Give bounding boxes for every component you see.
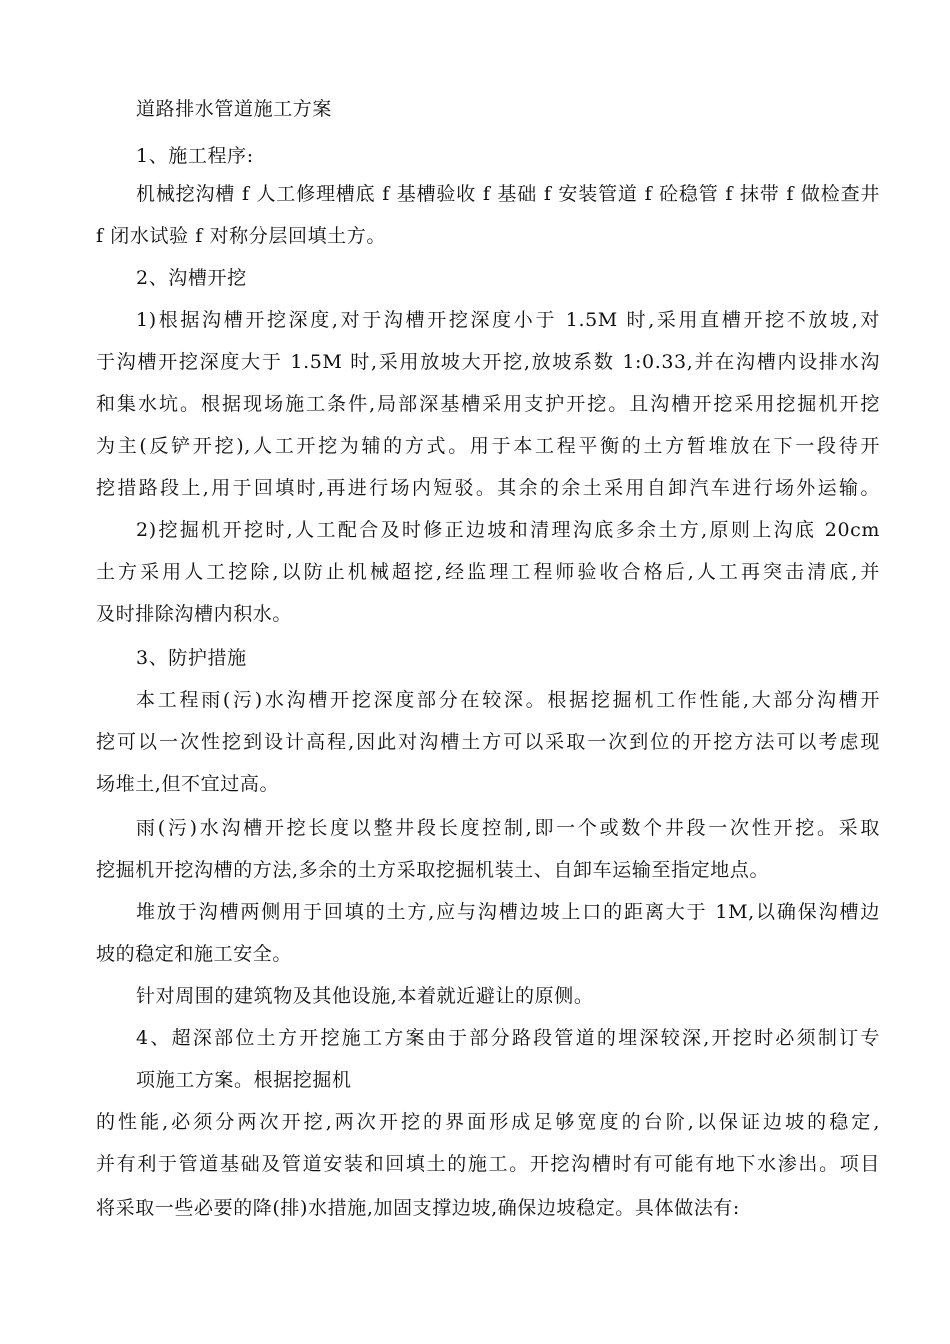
section-3-paragraph-3-line-2: 坡的稳定和施工安全。 — [96, 943, 293, 965]
section-4-line-2: 项施工方案。根据挖掘机 — [136, 1069, 352, 1091]
section-2-paragraph-2-line-1: 2)挖掘机开挖时,人工配合及时修正边坡和清理沟底多余土方,原则上沟底 20cm — [136, 519, 880, 541]
section-2-paragraph-1-line-5: 挖措路段上,用于回填时,再进行场内短驳。其余的余土采用自卸汽车进行场外运输。 — [96, 477, 880, 499]
section-4-line-5: 将采取一些必要的降(排)水措施,加固支撑边坡,确保边坡稳定。具体做法有: — [96, 1197, 740, 1219]
section-2-paragraph-1-line-1: 1)根据沟槽开挖深度,对于沟槽开挖深度小于 1.5M 时,采用直槽开挖不放坡,对 — [136, 309, 880, 331]
document-title: 道路排水管道施工方案 — [136, 98, 333, 120]
section-3-paragraph-1-line-1: 本工程雨(污)水沟槽开挖深度部分在较深。根据挖掘机工作性能,大部分沟槽开 — [136, 689, 880, 711]
section-4-line-4: 并有利于管道基础及管道安装和回填土的施工。开挖沟槽时有可能有地下水渗出。项目 — [96, 1153, 880, 1175]
section-3-paragraph-1-line-3: 场堆土,但不宜过高。 — [96, 773, 280, 795]
section-2-paragraph-2-line-3: 及时排除沟槽内积水。 — [96, 603, 293, 625]
section-3-heading: 3、防护措施 — [136, 647, 247, 669]
section-3-paragraph-3-line-1: 堆放于沟槽两侧用于回填的土方,应与沟槽边坡上口的距离大于 1M,以确保沟槽边 — [136, 901, 880, 923]
section-3-paragraph-2-line-1: 雨(污)水沟槽开挖长度以整井段长度控制,即一个或数个井段一次性开挖。采取 — [136, 817, 880, 839]
section-1-heading: 1、施工程序: — [136, 145, 254, 167]
section-2-heading: 2、沟槽开挖 — [136, 267, 247, 289]
section-1-paragraph-line-2: f 闭水试验 f 对称分层回填土方。 — [96, 225, 386, 247]
section-2-paragraph-1-line-2: 于沟槽开挖深度大于 1.5M 时,采用放坡大开挖,放坡系数 1:0.33,并在沟槽内设排水沟 — [96, 351, 880, 373]
section-3-paragraph-1-line-2: 挖可以一次性挖到设计高程,因此对沟槽土方可以采取一次到位的开挖方法可以考虑现 — [96, 731, 880, 753]
section-3-paragraph-4-line-1: 针对周围的建筑物及其他设施,本着就近避让的原侧。 — [136, 985, 594, 1007]
section-4-line-1: 4、超深部位土方开挖施工方案由于部分路段管道的埋深较深,开挖时必须制订专 — [136, 1027, 880, 1049]
section-2-paragraph-1-line-3: 和集水坑。根据现场施工条件,局部深基槽采用支护开挖。且沟槽开挖采用挖掘机开挖 — [96, 393, 880, 415]
section-1-paragraph-line-1: 机械挖沟槽 f 人工修理槽底 f 基槽验收 f 基础 f 安装管道 f 砼稳管 f 抹带 f 做检查井 — [136, 183, 880, 205]
section-4-line-3: 的性能,必须分两次开挖,两次开挖的界面形成足够宽度的台阶,以保证边坡的稳定, — [96, 1111, 880, 1133]
section-2-paragraph-1-line-4: 为主(反铲开挖),人工开挖为辅的方式。用于本工程平衡的土方暂堆放在下一段待开 — [96, 435, 880, 457]
section-2-paragraph-2-line-2: 土方采用人工挖除,以防止机械超挖,经监理工程师验收合格后,人工再突击清底,并 — [96, 561, 880, 583]
section-3-paragraph-2-line-2: 挖掘机开挖沟槽的方法,多余的土方采取挖掘机装土、自卸车运输至指定地点。 — [96, 859, 770, 881]
